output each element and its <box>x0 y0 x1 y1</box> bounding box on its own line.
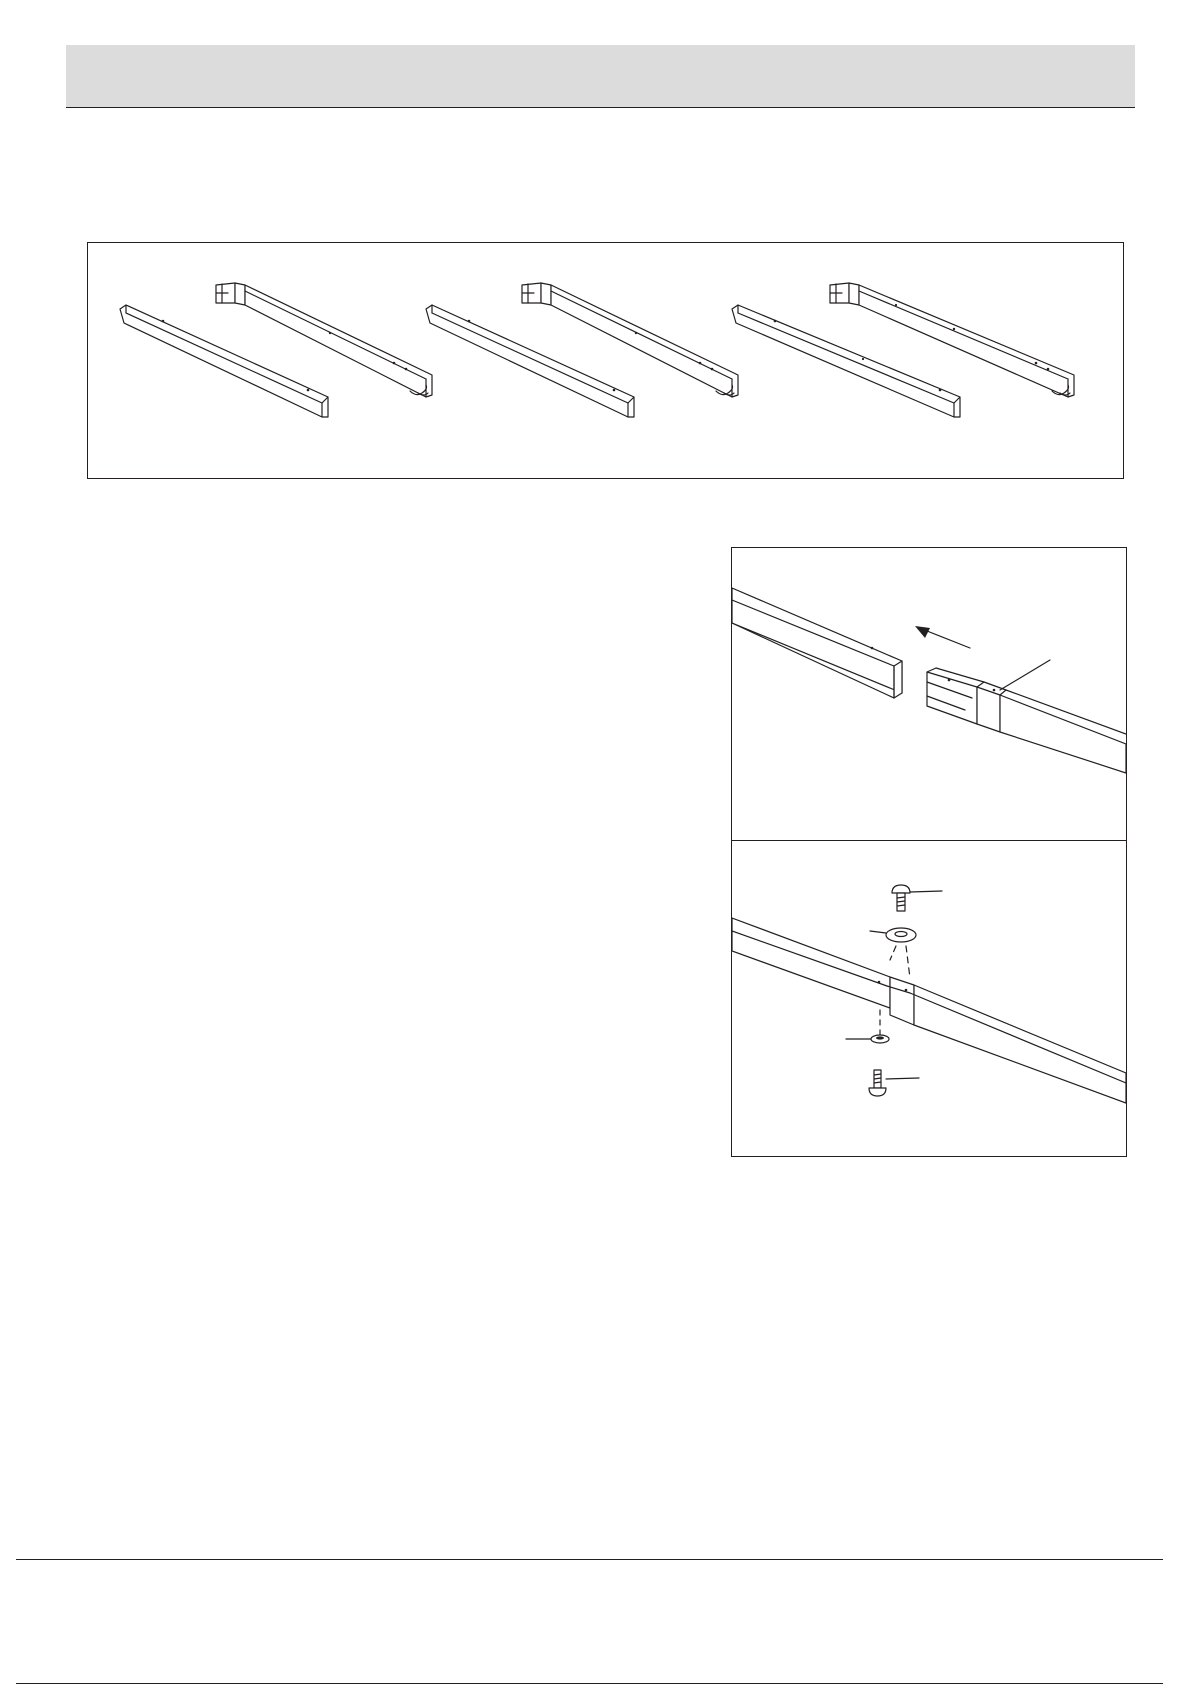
step-b-hardware-view <box>732 885 1126 1103</box>
bolt-icon <box>892 885 942 911</box>
bottom-rule <box>16 1683 1163 1684</box>
detail-panel <box>731 547 1127 1157</box>
washer-icon <box>846 1035 889 1043</box>
detail-illustration <box>732 548 1126 1156</box>
detail-panel-divider <box>732 840 1126 841</box>
header-band <box>66 45 1135 108</box>
step-a-insert-view <box>732 588 1126 773</box>
footer-rule <box>16 1559 1163 1560</box>
parts-overview-illustration <box>88 243 1123 478</box>
arrow-left-icon <box>915 626 970 648</box>
washer-icon <box>870 928 916 978</box>
parts-overview-panel <box>87 242 1124 479</box>
bolt-icon <box>869 1070 919 1096</box>
